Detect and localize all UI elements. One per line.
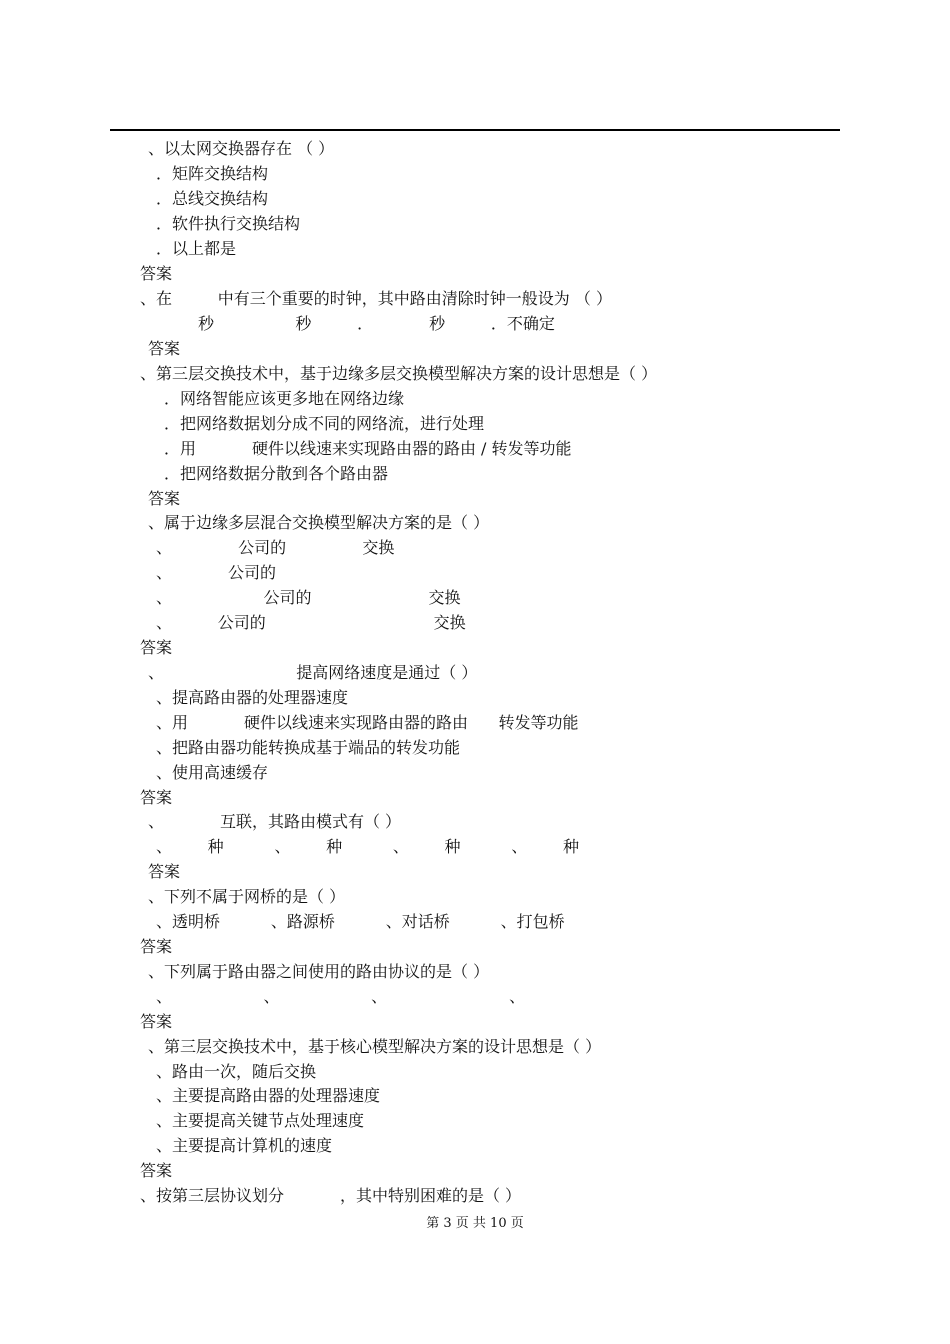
- answer-label: 答案: [140, 1161, 173, 1180]
- answer-label: 答案: [148, 862, 181, 881]
- option-b: 、用 硬件以线速来实现路由器的路由 转发等功能: [156, 713, 579, 732]
- option-b: 、主要提高路由器的处理器速度: [156, 1086, 381, 1105]
- question-1: 、以太网交换器存在 （ ）: [148, 139, 335, 158]
- header-rule: [110, 129, 840, 131]
- answer-label: 答案: [148, 339, 181, 358]
- option-a: 、路由一次，随后交换: [156, 1062, 317, 1081]
- option-c: 、把路由器功能转换成基于端品的转发功能: [156, 738, 461, 757]
- option-d: ．把网络数据分散到各个路由器: [164, 464, 389, 483]
- question-9: 、第三层交换技术中，基于核心模型解决方案的设计思想是（ ）: [148, 1037, 602, 1056]
- option-b: 、 公司的: [156, 563, 276, 582]
- answer-label: 答案: [140, 638, 173, 657]
- answer-label: 答案: [148, 489, 181, 508]
- options-inline: 、 种 、 种 、 种 、 种: [156, 837, 579, 856]
- question-10: 、按第三层协议划分 ，其中特别困难的是（ ）: [140, 1186, 522, 1205]
- option-a: 、 公司的 交换: [156, 538, 395, 557]
- answer-label: 答案: [140, 1012, 173, 1031]
- option-c: 、主要提高关键节点处理速度: [156, 1111, 365, 1130]
- question-4: 、属于边缘多层混合交换模型解决方案的是（ ）: [148, 513, 490, 532]
- option-d: 、使用高速缓存: [156, 763, 269, 782]
- question-3: 、第三层交换技术中，基于边缘多层交换模型解决方案的设计思想是（ ）: [140, 364, 658, 383]
- answer-label: 答案: [140, 264, 173, 283]
- option-a: ．网络智能应该更多地在网络边缘: [164, 389, 405, 408]
- option-b: ．把网络数据划分成不同的网络流，进行处理: [164, 414, 485, 433]
- answer-label: 答案: [140, 937, 173, 956]
- option-d: ．以上都是: [156, 239, 237, 258]
- option-c: 、 公司的 交换: [156, 588, 461, 607]
- options-inline: 、 、 、 、: [156, 987, 526, 1006]
- page-footer: 第 3 页 共 10 页: [426, 1216, 524, 1231]
- question-6: 、 互联，其路由模式有（ ）: [148, 812, 402, 831]
- question-2: 、在 中有三个重要的时钟，其中路由清除时钟一般设为 （ ）: [140, 289, 612, 308]
- answer-label: 答案: [140, 788, 173, 807]
- option-a: ．矩阵交换结构: [156, 164, 269, 183]
- option-d: 、主要提高计算机的速度: [156, 1136, 333, 1155]
- option-d: 、 公司的 交换: [156, 613, 466, 632]
- option-b: ．总线交换结构: [156, 189, 269, 208]
- option-c: ．软件执行交换结构: [156, 214, 301, 233]
- question-8: 、下列属于路由器之间使用的路由协议的是（ ）: [148, 962, 490, 981]
- options-inline: 秒 秒 ． 秒 ．不确定: [198, 314, 555, 333]
- options-inline: 、透明桥 、路源桥 、对话桥 、打包桥: [156, 912, 565, 931]
- option-a: 、提高路由器的处理器速度: [156, 688, 349, 707]
- question-7: 、下列不属于网桥的是（ ）: [148, 887, 346, 906]
- question-5: 、 提高网络速度是通过（ ）: [148, 663, 478, 682]
- option-c: ．用 硬件以线速来实现路由器的路由 / 转发等功能: [164, 439, 572, 458]
